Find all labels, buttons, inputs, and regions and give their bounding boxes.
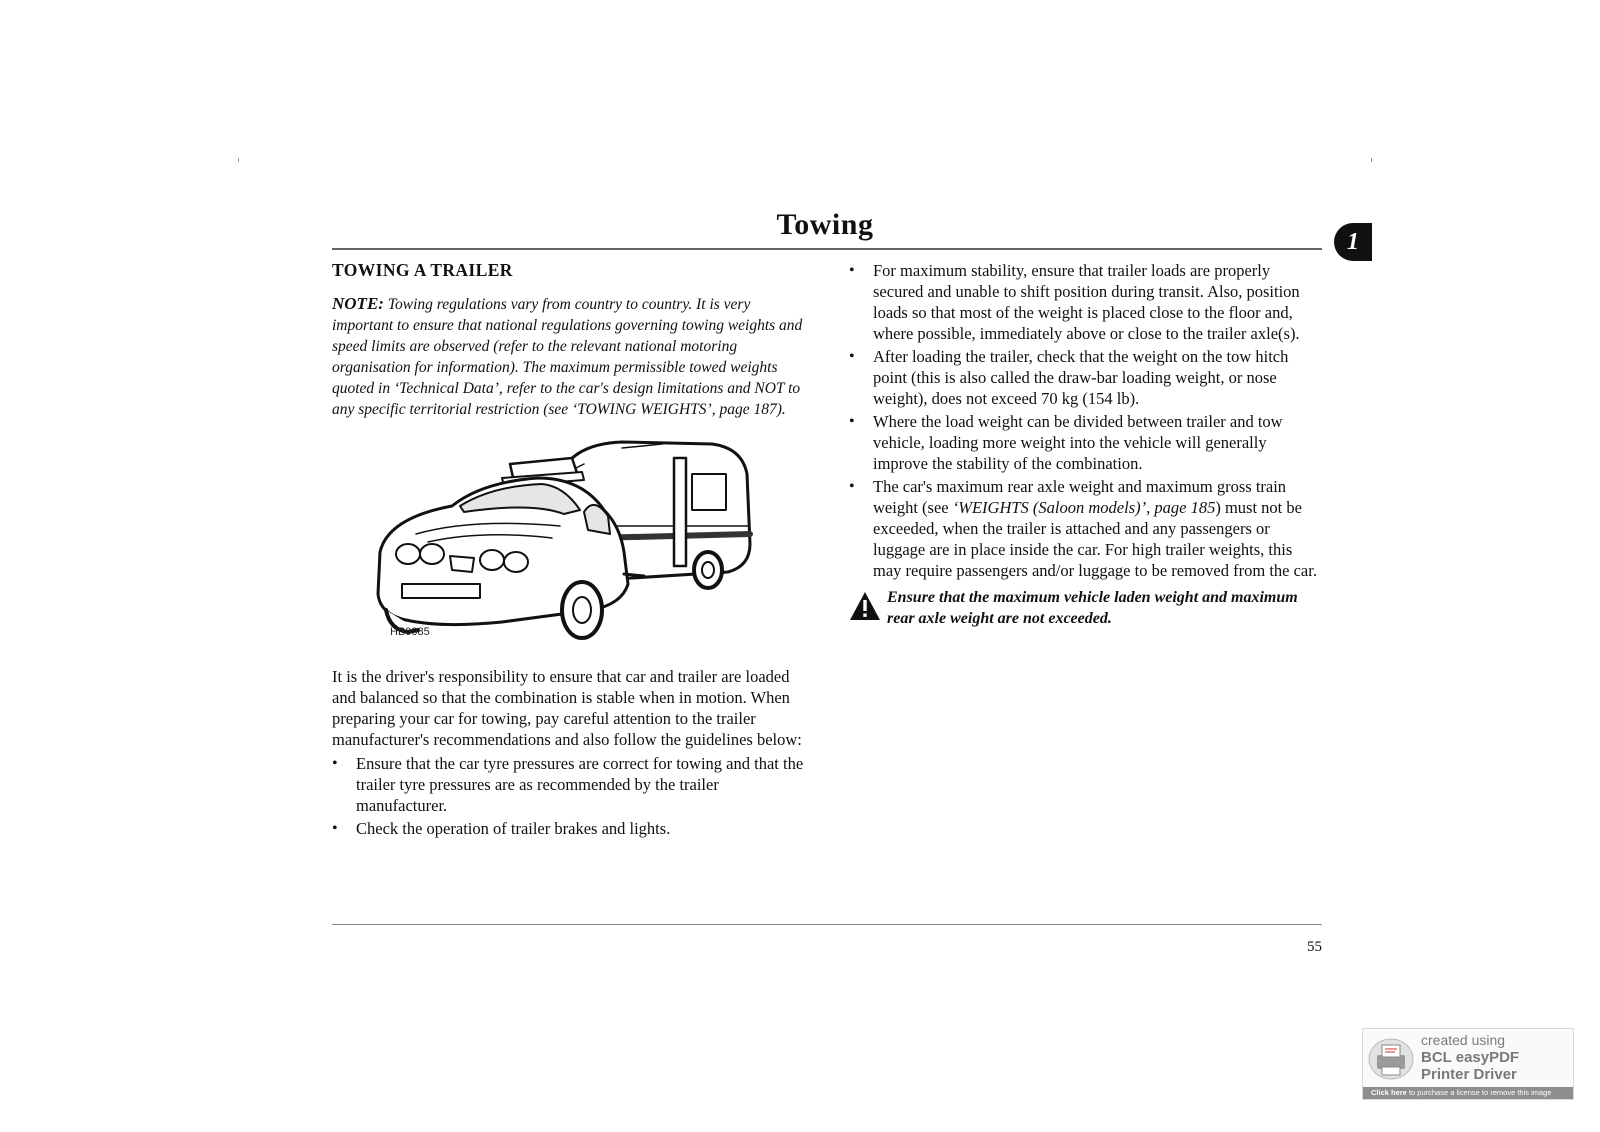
bullet-text-end: ) must not be exceeded, when the trailer is attached and any passengers or luggage are in place inside the car. For high trailer weights, this may require passengers and/or luggage to be removed from the car. xyxy=(873,498,1317,580)
badge-license-link[interactable] xyxy=(1363,1087,1573,1099)
section-heading: TOWING A TRAILER xyxy=(332,260,513,280)
left-bullet-list xyxy=(332,753,807,839)
intro-paragraph: It is the driver's responsibility to ensure that car and trailer are loaded and balanced so that the combination is stable when in motion. When preparing your car for towing, pay careful attention to the trailer manufacturer's recommendations and also follow the guidelines below: xyxy=(332,667,802,749)
chapter-tab: 1 xyxy=(1334,223,1372,261)
illustration-drawing xyxy=(332,434,807,656)
badge-product-type: Printer Driver xyxy=(1421,1066,1517,1083)
badge-license-text: to purchase a license to remove this image xyxy=(1406,1088,1552,1097)
warning-block xyxy=(849,587,1322,629)
note-text: Towing regulations vary from country to country. It is very important to ensure that national regulations governing towing weights and speed limits are observed (refer to the relevant national motoring organisation for information). The maximum permissible towed weights quoted in ‘Technical Data’, refer to the car's design limitations and NOT to any specific territorial restriction (see ‘TOWING WEIGHTS’, page 187). xyxy=(332,296,803,418)
badge-product-name: BCL easyPDF xyxy=(1421,1049,1520,1066)
right-bullet-list xyxy=(849,260,1322,581)
list-item: • For maximum stability, ensure that trailer loads are properly secured and unable to shift position during transit. Also, position loads so that most of the weight is placed close to the floor and, where possible, immediately above or close to the trailer axle(s). xyxy=(849,260,1322,344)
note-block xyxy=(332,293,807,420)
bullet-text-start: The car's maximum rear axle weight and maximum gross train weight (see xyxy=(873,477,1287,517)
printer-icon xyxy=(1367,1035,1415,1081)
page-number: 55 xyxy=(1307,939,1322,955)
list-item: • Where the load weight can be divided between trailer and tow vehicle, loading more weight into the vehicle will generally improve the stability of the combination. xyxy=(849,411,1322,474)
page-title: Towing xyxy=(776,208,874,241)
list-item: • Ensure that the car tyre pressures are correct for towing and that the trailer tyre pressures are as recommended by the trailer manufacturer. xyxy=(332,753,807,816)
warning-triangle-icon xyxy=(849,591,881,621)
left-column xyxy=(332,260,807,841)
easypdf-badge[interactable] xyxy=(1362,1028,1574,1100)
figure-code: HB0085 xyxy=(390,626,430,638)
list-item: • After loading the trailer, check that the weight on the tow hitch point (this is also called the draw-bar loading weight, or nose weight), does not exceed 70 kg (154 lb). xyxy=(849,346,1322,409)
warning-text: Ensure that the maximum vehicle laden weight and maximum rear axle weight are not exceeded. xyxy=(887,589,1298,627)
badge-created-using: created using xyxy=(1421,1032,1506,1048)
header-rule xyxy=(332,248,1322,250)
list-item xyxy=(849,476,1322,581)
crop-mark-left xyxy=(238,158,239,162)
list-item: • Check the operation of trailer brakes and lights. xyxy=(332,818,807,839)
note-label: NOTE: xyxy=(332,294,384,313)
car-towing-caravan-illustration xyxy=(332,434,807,656)
badge-click-here[interactable]: Click here xyxy=(1371,1088,1407,1097)
cross-reference: ‘WEIGHTS (Saloon models)’, page 185 xyxy=(952,498,1216,517)
footer-rule xyxy=(332,924,1322,925)
right-column xyxy=(849,260,1322,629)
crop-mark-right xyxy=(1371,158,1372,162)
